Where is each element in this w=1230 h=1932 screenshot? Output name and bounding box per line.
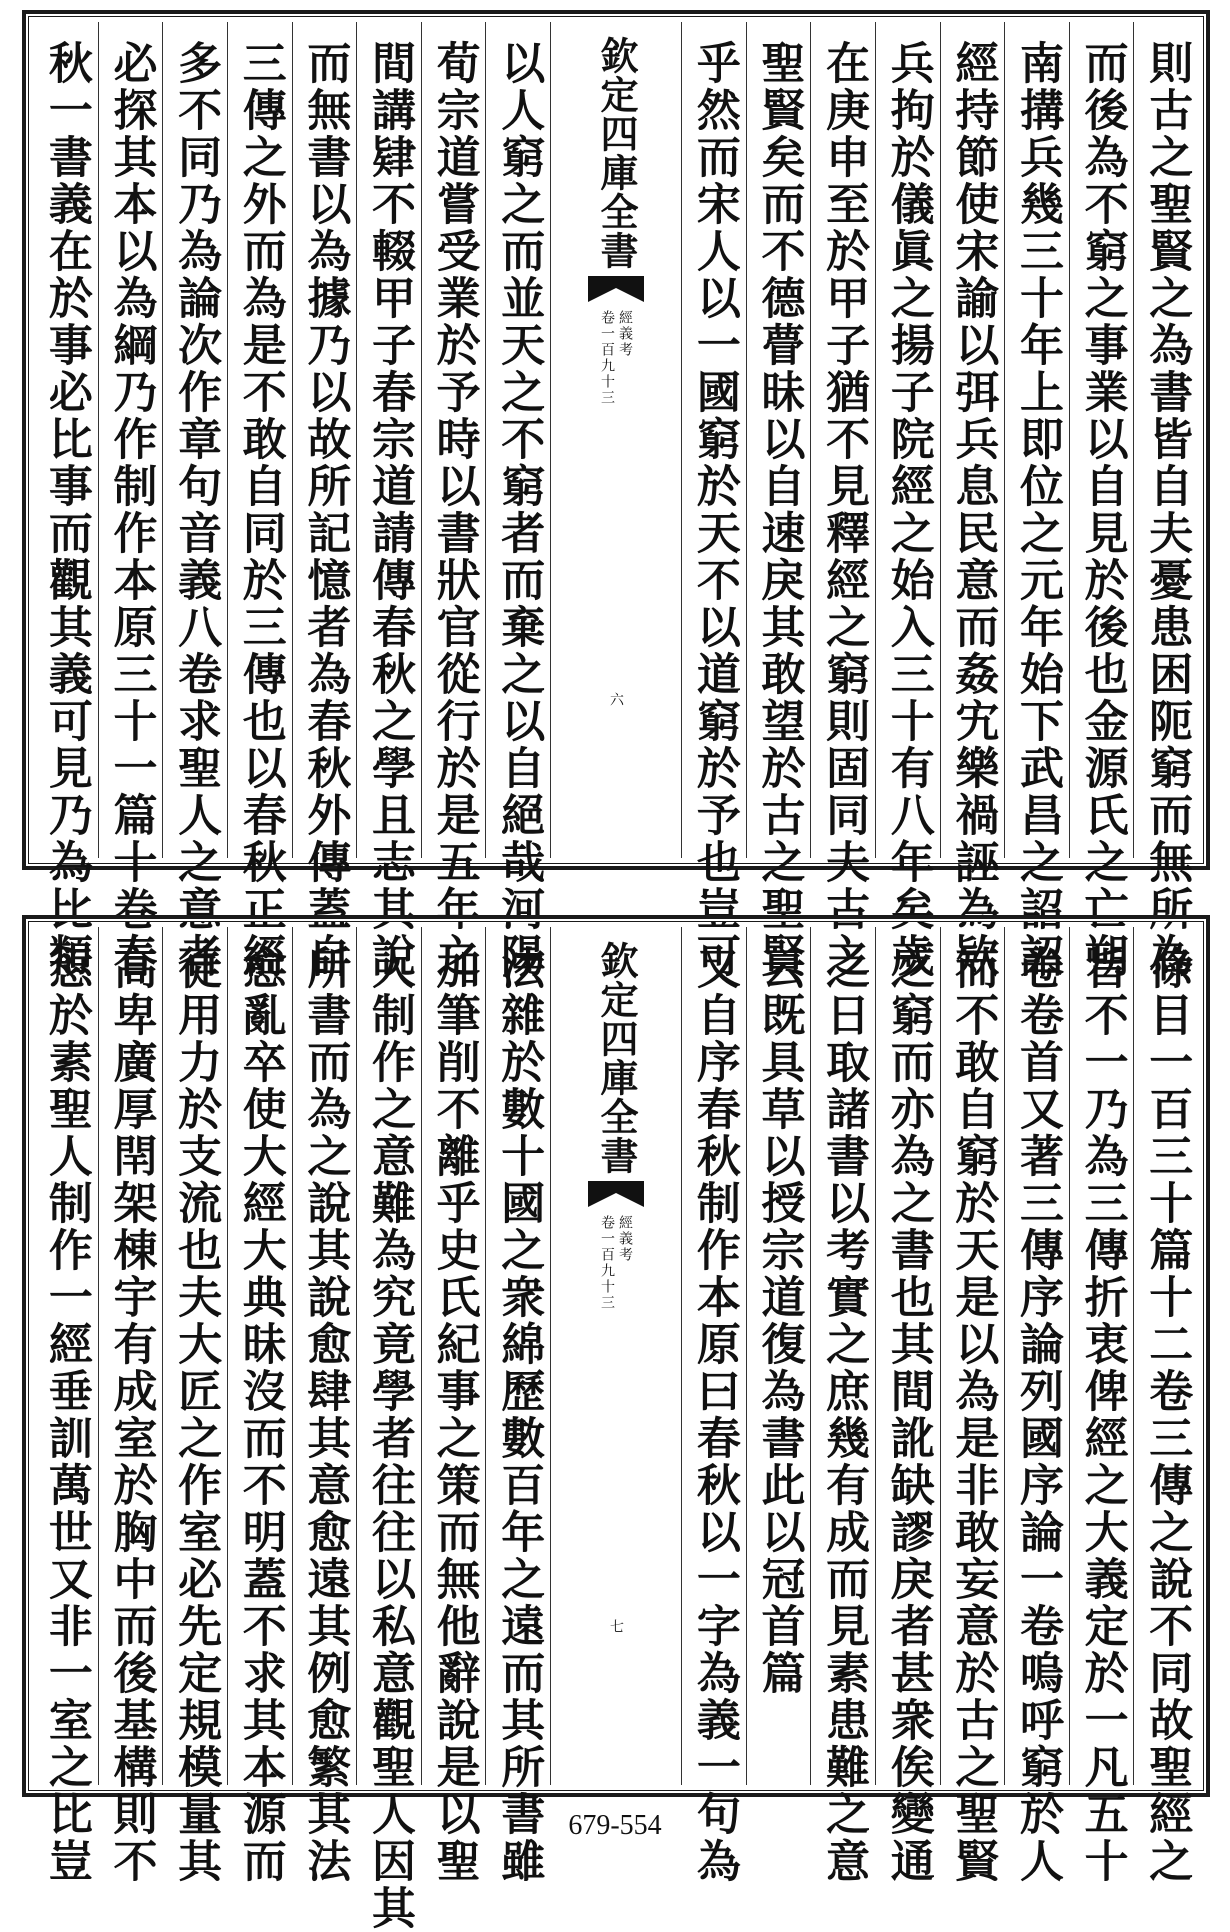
text-column [1004, 927, 1069, 1885]
column-text: 所書而為之說其說愈肆其意愈遠其例愈繁其法 [299, 945, 351, 1885]
text-column [292, 22, 357, 980]
text-column [485, 22, 550, 980]
book-title: 經義考 [617, 310, 633, 358]
collection-title: 欽定四庫全書 [594, 941, 639, 1175]
text-column [421, 22, 486, 980]
column-text: 乎然而宋人以一國窮於天不以道窮於予也豈可 [688, 40, 740, 980]
center-small-text [600, 310, 632, 406]
text-column [1133, 927, 1198, 1885]
text-column [940, 22, 1005, 980]
text-column [1133, 22, 1198, 980]
column-text: 南搆兵幾三十年上即位之元年始下武昌之詔詔 [1011, 40, 1063, 980]
column-text: 法雜於數十國之衆綿歷數百年之遠而其所書雖 [493, 945, 545, 1885]
text-column [356, 927, 421, 1932]
collection-title: 欽定四庫全書 [594, 36, 639, 270]
column-text: 旨不一乃為三傳折衷俾經之大義定於一凡五十 [1076, 945, 1128, 1885]
column-text: 又自序春秋制作本原曰春秋以一字為義一句為 [688, 945, 740, 1885]
column-text: 徒用力於支流也夫大匠之作室必先定規模量其 [170, 945, 222, 1885]
text-column [875, 927, 940, 1885]
column-text: 聖賢矣而不德瞢昧以自速戾其敢望於古之聖賢 [753, 40, 805, 980]
text-column [1069, 22, 1134, 980]
text-column [681, 927, 746, 1885]
center-fold-column [550, 927, 681, 1785]
column-text: 高卑廣厚閈架棟宇有成室於胸中而後基構則不 [105, 945, 157, 1885]
center-small-text [600, 1215, 632, 1311]
text-column [746, 927, 811, 1785]
column-text: 愈亂卒使大經大典昧沒而不明蓋不求其本源而 [234, 945, 286, 1885]
text-column [940, 927, 1005, 1885]
text-column [421, 927, 486, 1885]
column-text: 人制作之意難為究竟學者往往以私意觀聖人因其 [363, 945, 415, 1932]
text-column [485, 927, 550, 1885]
text-column [1069, 927, 1134, 1885]
fishtail-mark-icon [588, 276, 644, 302]
text-column [356, 22, 421, 980]
column-text: 必探其本以為綱乃作制作本原三十一篇十卷春 [105, 40, 157, 980]
text-column [746, 22, 811, 980]
text-column [810, 927, 875, 1885]
column-text: 條目一百三十篇十二卷三傳之說不同故聖經之 [1141, 945, 1193, 1885]
text-column [162, 927, 227, 1885]
column-text: 而不敢自窮於天是以為是非敢妄意於古之聖賢 [947, 945, 999, 1885]
center-fold-column [550, 22, 681, 858]
column-text: 在庚申至於甲子猶不見釋經之窮則固同夫古之 [818, 40, 870, 980]
column-text: 而無書以為據乃以故所記憶者為春秋外傳蓋自 [299, 40, 351, 980]
column-text: 荀宗道嘗受業於予時以書狀官從行於是五年之 [428, 40, 480, 980]
column-text: 多不同乃為論次作章句音義八卷求聖人之意者 [170, 40, 222, 980]
text-column [810, 22, 875, 980]
footer-page-number: 679-554 [568, 1810, 662, 1841]
column-text: 而後為不窮之事業以自見於後也金源氏之亡朔 [1076, 40, 1128, 980]
text-column [681, 22, 746, 980]
text-column [227, 22, 292, 980]
text-column [98, 22, 163, 980]
text-column [162, 22, 227, 980]
column-text: 則古之聖賢之為書皆自夫憂患困阨窮而無所為 [1141, 40, 1193, 980]
leaf-number: 七 [608, 1619, 624, 1635]
leaf-number: 六 [608, 692, 624, 708]
text-column [292, 927, 357, 1885]
column-text: 經持節使宋諭以弭兵息民意而姦宄樂禍誣為欵 [947, 40, 999, 980]
column-text: 兵拘於儀眞之揚子院經之始入三十有八年矣歲 [882, 40, 934, 980]
text-column [34, 22, 98, 980]
text-column [34, 927, 98, 1885]
juan-number: 卷一百九十三 [599, 310, 615, 406]
column-text: 之日取諸書以考實之庶幾有成而見素患難之意 [818, 945, 870, 1885]
column-text: 以人窮之而並天之不窮者而棄之以自絕哉河陽 [493, 40, 545, 980]
column-text: 加筆削不離乎史氏紀事之策而無他辭說是以聖 [428, 945, 480, 1885]
column-text: 愆於素聖人制作一經垂訓萬世又非一室之比豈 [40, 945, 92, 1885]
upper-page-columns [34, 22, 1198, 980]
column-text: 之窮而亦為之書也其間訛缺謬戾者甚衆俟變通 [882, 945, 934, 1885]
upper-page-frame [22, 10, 1210, 980]
column-text: 卷卷首又著三傳序論列國序論一卷嗚呼窮於人 [1011, 945, 1063, 1885]
column-text: 間講肄不輟甲子春宗道請傳春秋之學且志其說 [363, 40, 415, 980]
text-column [227, 927, 292, 1885]
column-text: 云既具草以授宗道復為書此以冠首篇 [753, 945, 805, 1697]
fishtail-mark-icon [588, 1181, 644, 1207]
juan-number: 卷一百九十三 [599, 1215, 615, 1311]
column-text: 秋一書義在於事必比事而觀其義可見乃為比類 [40, 40, 92, 980]
book-title: 經義考 [617, 1215, 633, 1263]
text-column [875, 22, 940, 980]
column-text: 三傳之外而為是不敢自同於三傳也以春秋正經 [234, 40, 286, 980]
text-column [1004, 22, 1069, 980]
text-column [98, 927, 163, 1885]
